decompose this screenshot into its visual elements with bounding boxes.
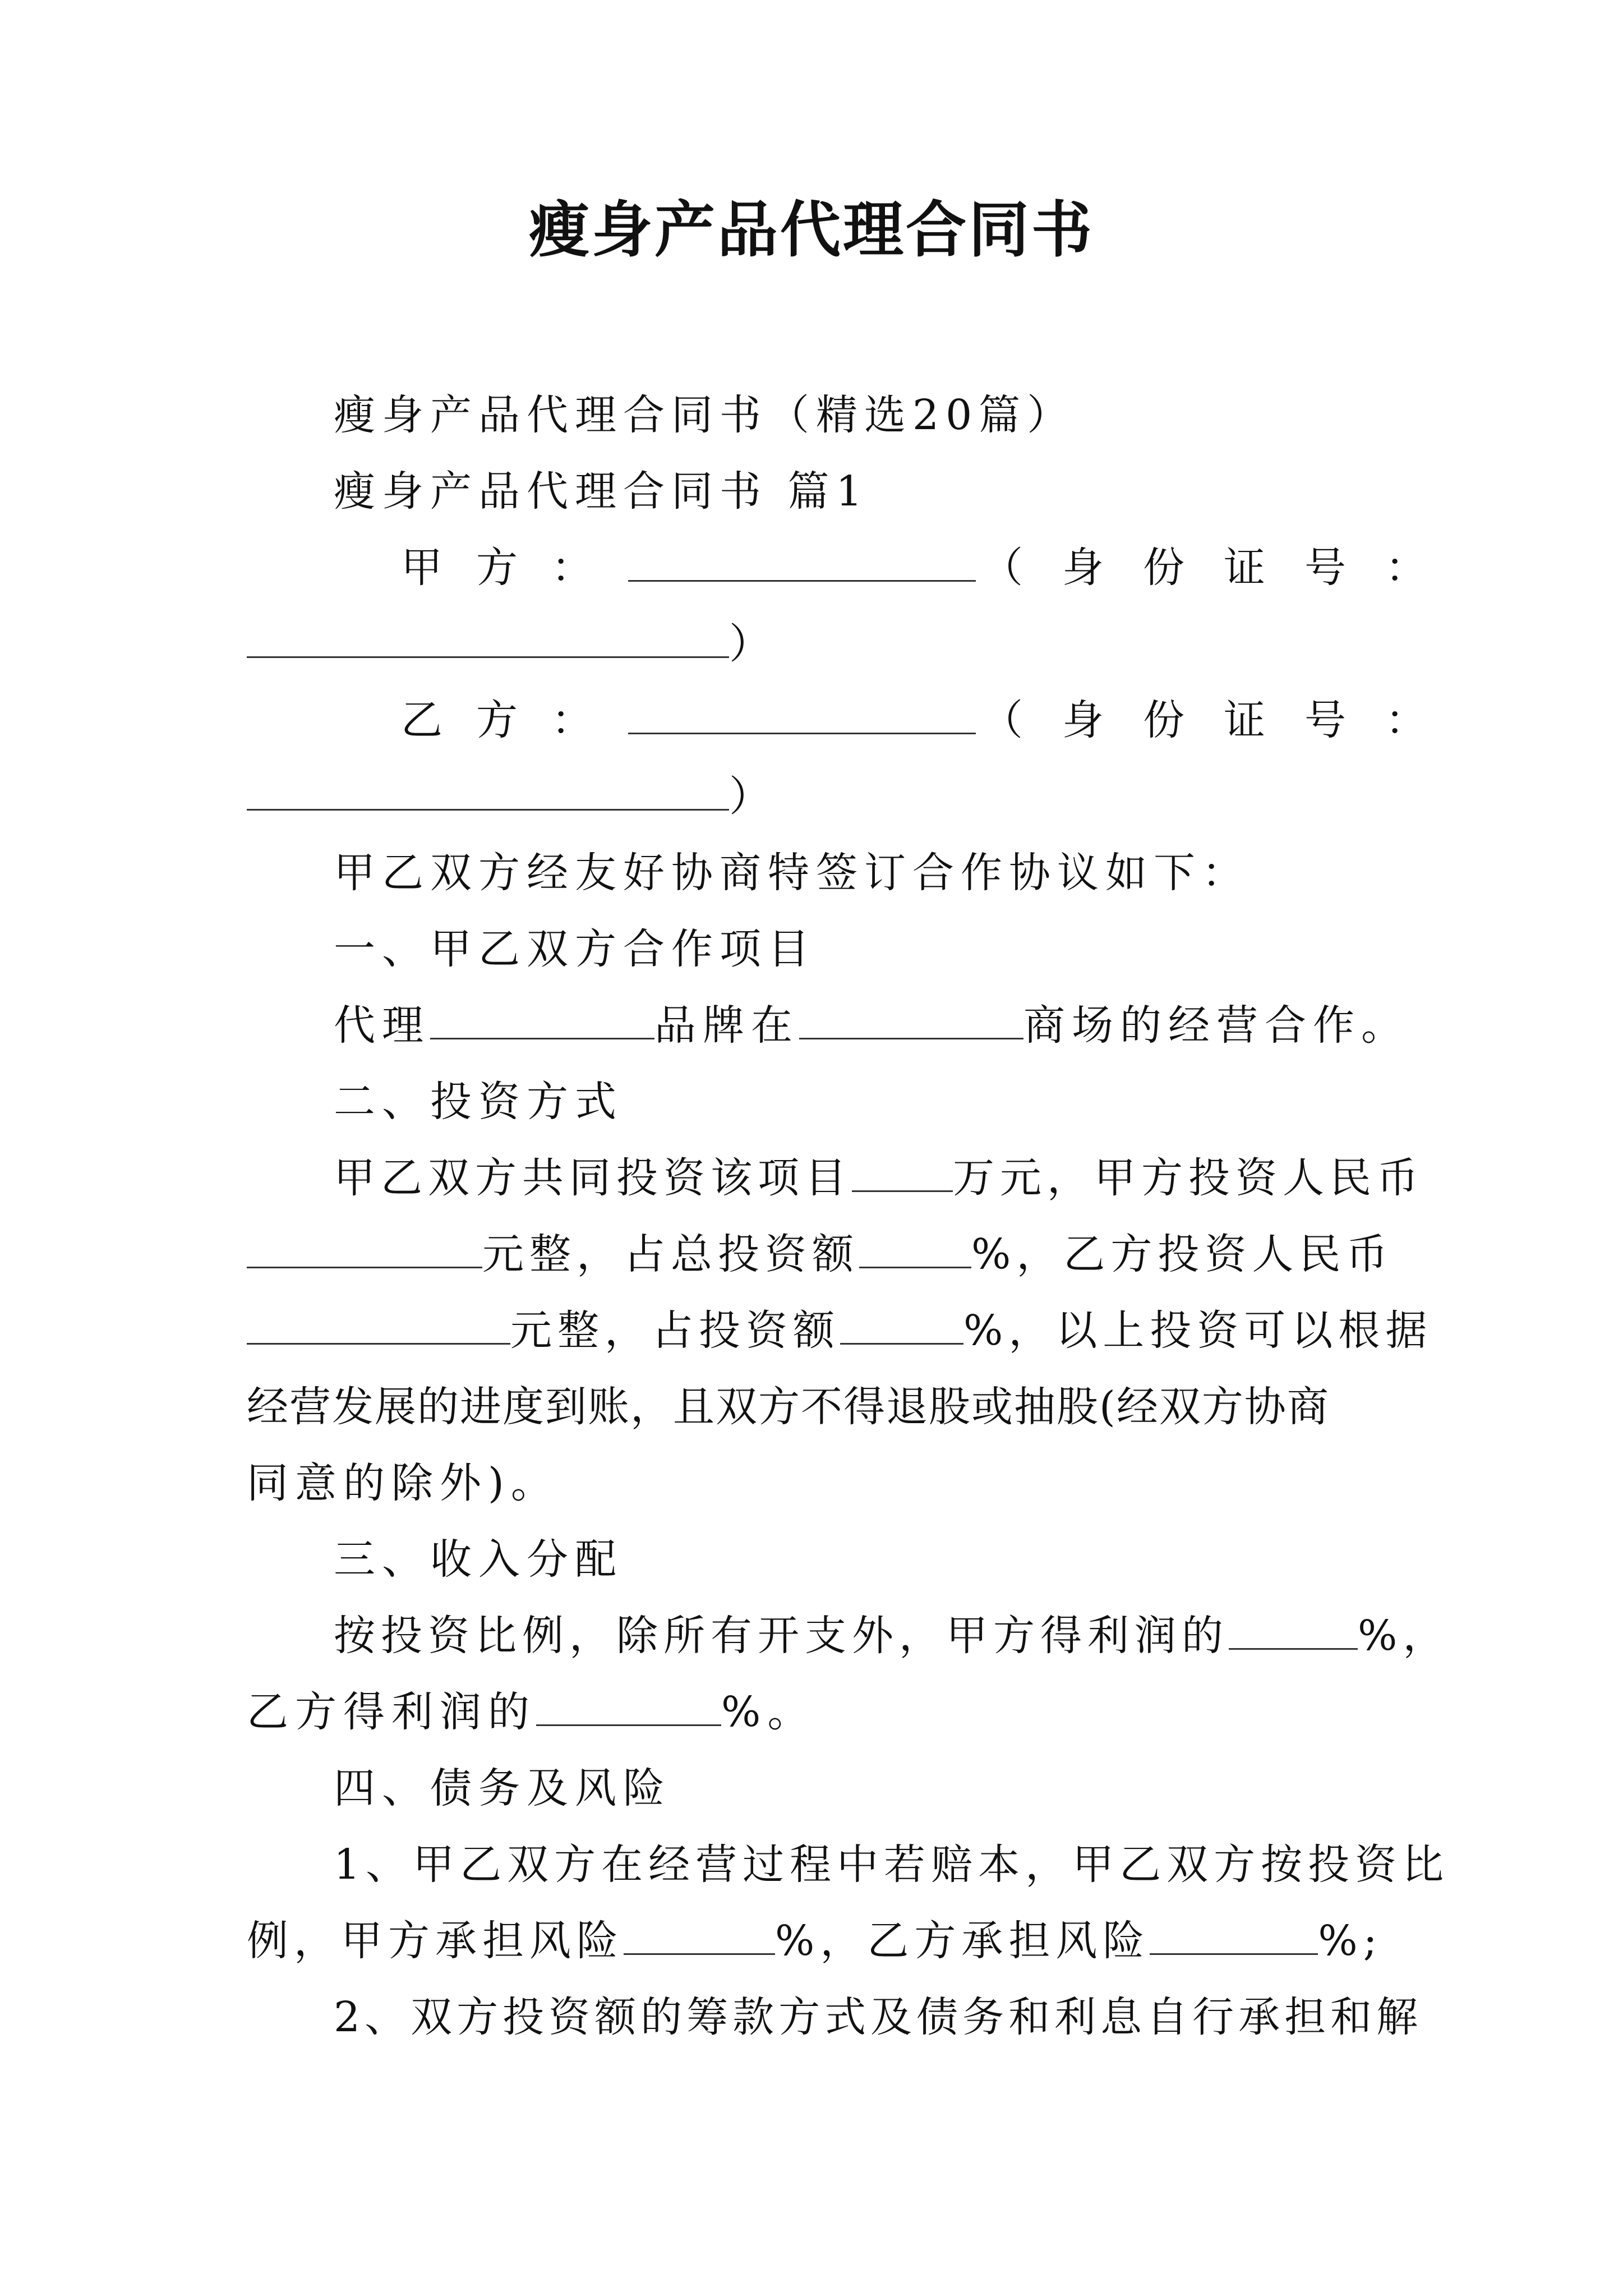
section2-heading: 二、投资方式 <box>334 1078 623 1126</box>
section3-text-3: 乙方得利润的 <box>247 1688 536 1736</box>
section3-text-2: %， <box>1358 1612 1450 1660</box>
intro-paragraph: 甲乙双方经友好协商特签订合作协议如下： <box>334 849 1250 897</box>
section2-line-2 <box>247 1226 1393 1282</box>
section2-text-2: 万元，甲方投资人民币 <box>953 1154 1424 1202</box>
section1-text-3: 商场的经营合作。 <box>1023 1001 1409 1050</box>
section2-text-5: 元整，占投资额 <box>510 1306 840 1355</box>
section3-line-2 <box>247 1684 815 1740</box>
section1-heading: 一、甲乙双方合作项目 <box>334 925 816 973</box>
section4-text-2: %，乙方承担风险 <box>775 1917 1150 1965</box>
brand-field <box>430 999 654 1039</box>
party-a-id-label: （身份证号： <box>981 544 1466 592</box>
section4-item1-line-1: 1、甲乙双方在经营过程中若赔本，甲乙双方按投资比 <box>334 1841 1450 1889</box>
section1-text-1: 代理 <box>334 1001 430 1050</box>
section2-line-5: 同意的除外)。 <box>247 1459 559 1507</box>
party-b-id-line <box>247 769 777 825</box>
section3-line-1 <box>334 1608 1450 1664</box>
party-a-name-blank <box>628 540 976 596</box>
section4-heading: 四、债务及风险 <box>334 1764 671 1812</box>
party-a-label: 甲方： <box>401 544 626 592</box>
section2-text-6: %，以上投资可以根据 <box>963 1306 1433 1355</box>
section2-line-3 <box>247 1303 1432 1359</box>
party-b-amount-field <box>247 1304 510 1345</box>
party-b-percent-field <box>840 1304 963 1345</box>
party-b-id-close: ） <box>729 772 777 821</box>
subtitle: 瘦身产品代理合同书（精选20篇） <box>334 391 1076 439</box>
party-b-name-field <box>628 693 976 734</box>
total-investment-field <box>852 1151 953 1192</box>
section3-text-1: 按投资比例，除所有开支外，甲方得利润的 <box>334 1612 1229 1660</box>
party-b-risk-field <box>1150 1914 1318 1955</box>
section4-item1-line-2 <box>247 1913 1383 1969</box>
party-a-name-field <box>628 541 976 582</box>
party-a-risk-field <box>624 1914 775 1955</box>
section3-text-4: %。 <box>721 1688 816 1736</box>
party-a-id-close: ） <box>729 620 777 668</box>
section2-line-4: 经营发展的进度到账，且双方不得退股或抽股(经双方协商 <box>247 1383 1330 1431</box>
party-b-id-field <box>247 770 729 811</box>
mall-field <box>799 999 1023 1039</box>
section4-item2-line-1: 2、双方投资额的筹款方式及债务和利息自行承担和解 <box>334 1993 1423 2041</box>
section1-text-2: 品牌在 <box>654 1001 799 1050</box>
section4-text-3: %; <box>1318 1917 1383 1965</box>
party-b-id-label: （身份证号： <box>981 696 1466 744</box>
party-b-profit-field <box>536 1685 721 1726</box>
part-heading: 瘦身产品代理合同书 篇1 <box>334 467 869 516</box>
party-b-name-blank <box>628 692 976 748</box>
section2-text-4: %，乙方投资人民币 <box>971 1230 1394 1278</box>
section1-paragraph <box>334 997 1409 1053</box>
document-title: 瘦身产品代理合同书 <box>528 195 1094 265</box>
section2-line-1 <box>334 1150 1424 1206</box>
section2-text-3: 元整，占总投资额 <box>482 1230 859 1278</box>
section4-text-1: 例，甲方承担风险 <box>247 1917 624 1965</box>
party-a-id-line <box>247 616 777 672</box>
section3-heading: 三、收入分配 <box>334 1535 623 1584</box>
party-b-label: 乙方： <box>401 696 626 744</box>
party-a-amount-field <box>247 1227 482 1268</box>
section2-text-1: 甲乙双方共同投资该项目 <box>334 1154 852 1202</box>
party-a-id-field <box>247 617 729 658</box>
party-a-percent-field <box>859 1227 971 1268</box>
party-a-profit-field <box>1229 1609 1358 1650</box>
